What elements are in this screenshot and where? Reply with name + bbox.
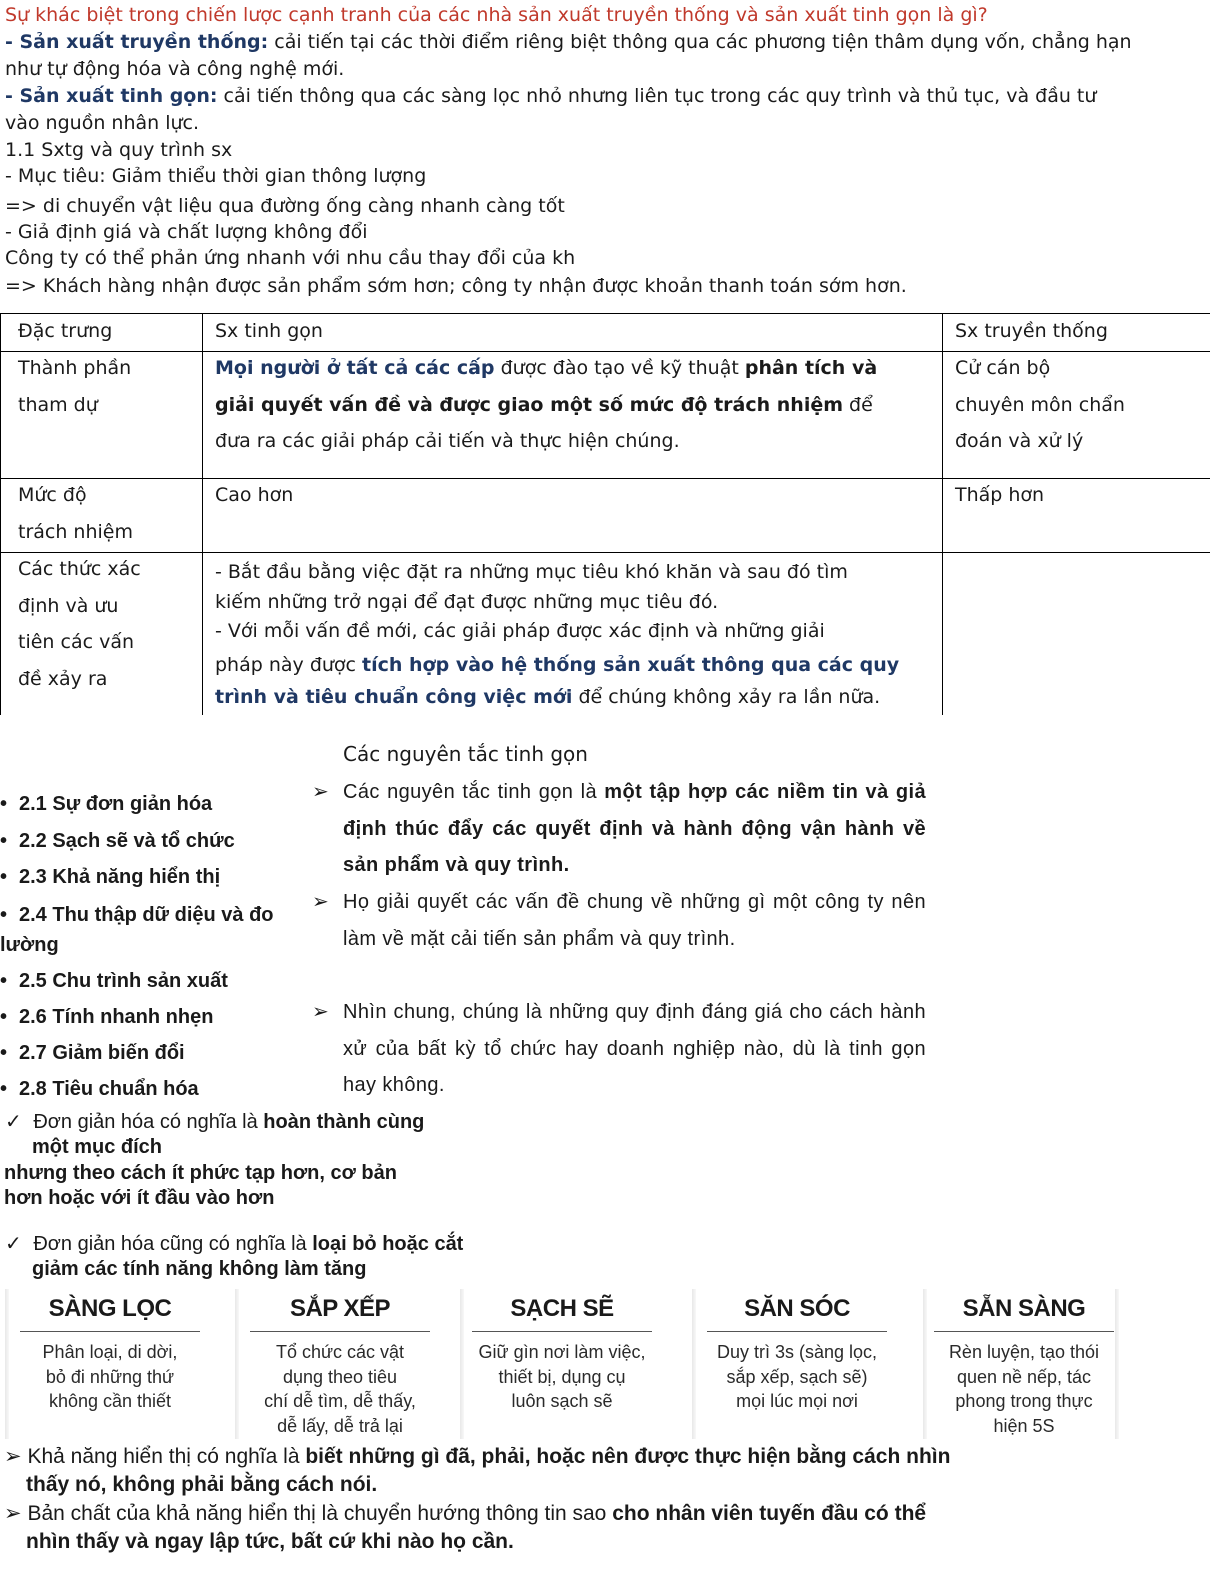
principle-item: • 2.5 Chu trình sản xuất bbox=[0, 970, 228, 992]
five-s-card bbox=[924, 1287, 1124, 1440]
arrow-bullet-icon: ➢ bbox=[312, 1001, 330, 1023]
arrow-bullet-icon: ➢ bbox=[312, 891, 330, 913]
table-cell: Thấp hơn bbox=[955, 484, 1045, 506]
simplification-note: ✓ Đơn giản hóa cũng có nghĩa là loại bỏ hoặc cắt giảm các tính năng không làm tăng bbox=[5, 1233, 464, 1280]
note-line: => di chuyển vật liệu qua đường ống càng nhanh càng tốt bbox=[5, 195, 565, 217]
comparison-table bbox=[0, 313, 1210, 715]
five-s-title: SẴN SÀNG bbox=[962, 1295, 1086, 1322]
five-s-title: SẮP XẾP bbox=[289, 1295, 391, 1322]
five-s-panel bbox=[0, 1287, 1225, 1440]
table-cell: Cao hơn bbox=[215, 484, 294, 506]
traditional-text: cải tiến tại các thời điểm riêng biệt thông qua các phương tiện thâm dụng vốn, chẳng hạn bbox=[268, 31, 1132, 53]
table-header: Sx tinh gọn bbox=[215, 320, 323, 342]
table-cell: - Bắt đầu bằng việc đặt ra những mục tiêu khó khăn và sau đó tìm kiếm những trở ngại để đạt được những mục tiêu đó. - Với mỗi vấn đề mới, các giải pháp được xác định và những giải pháp này được tích hợp vào hệ thống sản xuất thông qua các quy trình và tiêu chuẩn công việc mới để chúng không xảy ra lần nữa. bbox=[215, 561, 900, 708]
five-s-card bbox=[462, 1287, 662, 1440]
five-s-title: SĂN SÓC bbox=[744, 1295, 850, 1322]
question-heading: Sự khác biệt trong chiến lược cạnh tranh của các nhà sản xuất truyền thống và sản xuất tinh gọn là gì? bbox=[5, 4, 988, 26]
note-line: - Mục tiêu: Giảm thiểu thời gian thông lượng bbox=[5, 165, 427, 187]
note-line: Công ty có thể phản ứng nhanh với nhu cầu thay đổi của kh bbox=[5, 247, 576, 269]
lean-label: - Sản xuất tinh gọn: bbox=[5, 85, 218, 107]
principle-item: • 2.3 Khả năng hiển thị bbox=[0, 866, 221, 888]
five-s-card bbox=[697, 1287, 897, 1440]
five-s-body: Phân loại, di dời, bỏ đi những thứ không cần thiết bbox=[42, 1342, 178, 1411]
traditional-label: - Sản xuất truyền thống: bbox=[5, 31, 269, 53]
note-line: - Giả định giá và chất lượng không đổi bbox=[5, 221, 368, 243]
principle-description: ➢ Họ giải quyết các vấn đề chung về những gì một công ty nên làm về mặt cải tiến sản phẩm và quy trình. bbox=[312, 884, 926, 957]
five-s-body: Giữ gìn nơi làm việc, thiết bị, dụng cụ luôn sạch sẽ bbox=[478, 1342, 646, 1411]
check-icon: ✓ bbox=[5, 1111, 22, 1133]
traditional-definition bbox=[5, 30, 1132, 54]
visibility-note: ➢ Bản chất của khả năng hiển thị là chuyển hướng thông tin sao cho nhân viên tuyến đầu có thể nhìn thấy và ngay lập tức, bất cứ khi nào họ cần. bbox=[4, 1502, 927, 1553]
visibility-note: ➢ Khả năng hiển thị có nghĩa là biết những gì đã, phải, hoặc nên được thực hiện bằng cách nhìn thấy nó, không phải bằng cách nói. bbox=[4, 1445, 951, 1496]
principle-item: • 2.7 Giảm biến đổi bbox=[0, 1042, 185, 1064]
arrow-bullet-icon: ➢ bbox=[4, 1502, 22, 1525]
section-heading: 1.1 Sxtg và quy trình sx bbox=[5, 139, 233, 161]
principle-item: • 2.8 Tiêu chuẩn hóa bbox=[0, 1078, 199, 1100]
arrow-bullet-icon: ➢ bbox=[4, 1445, 22, 1468]
table-header: Sx truyền thống bbox=[955, 320, 1108, 342]
five-s-body: Tổ chức các vật dụng theo tiêu chí dễ tìm, dễ thấy, dễ lấy, dễ trả lại bbox=[264, 1342, 416, 1436]
table-cell: Các thức xác định và ưu tiên các vấn đề xảy ra bbox=[18, 558, 141, 690]
principle-item: • 2.6 Tính nhanh nhẹn bbox=[0, 1006, 214, 1028]
five-s-title: SẠCH SẼ bbox=[510, 1295, 614, 1322]
table-header: Đặc trưng bbox=[18, 320, 113, 342]
simplification-note: ✓ Đơn giản hóa có nghĩa là hoàn thành cùng một mục đích bbox=[5, 1111, 425, 1158]
table-cell: Cử cán bộ chuyên môn chẩn đoán và xử lý bbox=[955, 357, 1125, 452]
arrow-bullet-icon: ➢ bbox=[312, 781, 330, 803]
principles-title: Các nguyên tắc tinh gọn bbox=[343, 742, 588, 766]
principle-item: • 2.4 Thu thập dữ diệu và đo bbox=[0, 904, 274, 926]
five-s-body: Rèn luyện, tạo thói quen nề nếp, tác phong trong thực hiện 5S bbox=[948, 1342, 1100, 1436]
five-s-card bbox=[240, 1287, 440, 1440]
principle-description: ➢ Nhìn chung, chúng là những quy định đáng giá cho cách hành xử của bất kỳ tổ chức hay doanh nghiệp nào, dù là tinh gọn hay không. bbox=[312, 994, 926, 1104]
note-line: => Khách hàng nhận được sản phẩm sớm hơn; công ty nhận được khoản thanh toán sớm hơn. bbox=[5, 275, 907, 297]
table-cell: Thành phần tham dự bbox=[18, 357, 132, 416]
principle-item: • 2.2 Sạch sẽ và tổ chức bbox=[0, 830, 235, 852]
lean-text: cải tiến thông qua các sàng lọc nhỏ nhưng liên tục trong các quy trình và thủ tục, và đầu tư bbox=[217, 85, 1097, 107]
five-s-title: SÀNG LỌC bbox=[48, 1295, 172, 1322]
traditional-definition-cont: như tự động hóa và công nghệ mới. bbox=[5, 58, 345, 80]
principle-description: ➢ Các nguyên tắc tinh gọn là một tập hợp các niềm tin và giả định thúc đẩy các quyết định và hành động vận hành về sản phẩm và quy trình. bbox=[312, 774, 926, 884]
table-cell: Mọi người ở tất cả các cấp được đào tạo về kỹ thuật phân tích và giải quyết vấn đề và được giao một số mức độ trách nhiệm để đưa ra các giải pháp cải tiến và thực hiện chúng. bbox=[215, 357, 878, 452]
lean-definition bbox=[5, 84, 1096, 108]
five-s-card bbox=[10, 1287, 210, 1440]
lean-definition-cont: vào nguồn nhân lực. bbox=[5, 112, 200, 134]
five-s-body: Duy trì 3s (sàng lọc, sắp xếp, sạch sẽ) mọi lúc mọi nơi bbox=[716, 1342, 878, 1411]
principle-item-cont: lường bbox=[0, 934, 59, 956]
principle-item: • 2.1 Sự đơn giản hóa bbox=[0, 793, 213, 815]
check-icon: ✓ bbox=[5, 1233, 22, 1255]
simplification-note-cont: nhưng theo cách ít phức tạp hơn, cơ bản hơn hoặc với ít đầu vào hơn bbox=[4, 1162, 397, 1209]
table-cell: Mức độ trách nhiệm bbox=[18, 484, 133, 543]
